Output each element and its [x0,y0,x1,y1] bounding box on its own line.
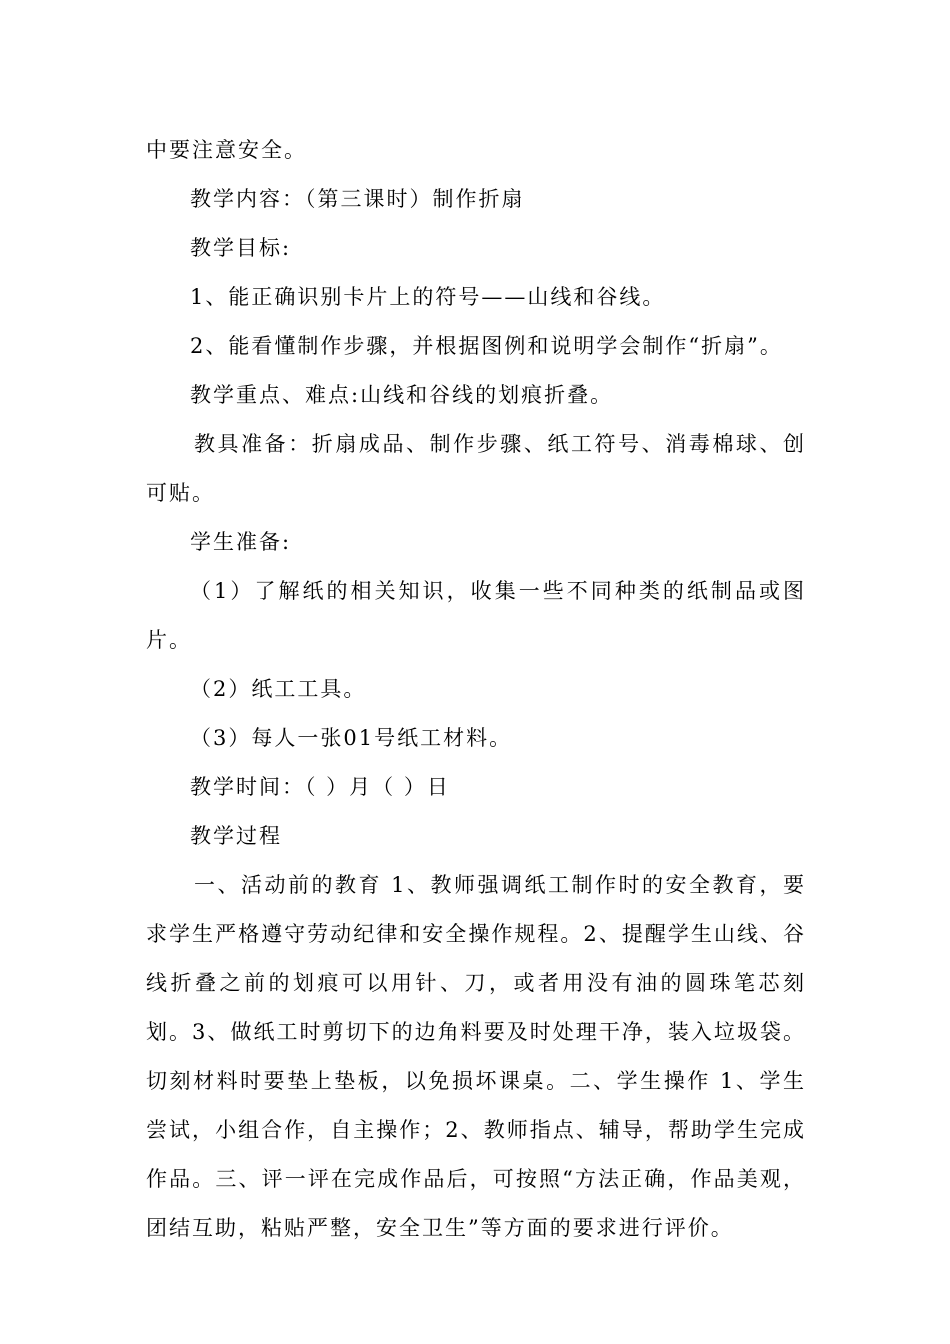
paragraph-student-prep-heading: 学生准备: [190,530,292,554]
document-body [146,126,806,1253]
paragraph-teaching-process-body: 一、活动前的教育 1、教师强调纸工制作时的安全教育，要求学生严格遵守劳动纪律和安全操作规程。2、提醒学生山线、谷线折叠之前的划痕可以用针、刀，或者用没有油的圆珠笔芯刻划。3、做纸工时剪切下的边角料要及时处理干净，装入垃圾袋。切刻材料时要垫上垫板，以免损坏课桌。二、学生操作 1、学生尝试，小组合作，自主操作；2、教师指点、辅导，帮助学生完成作品。三、评一评在完成作品后，可按照“方法正确，作品美观，团结互助，粘贴严整，安全卫生”等方面的要求进行评价。 [146,873,806,1240]
paragraph-teaching-time: 教学时间：（ ）月（ ）日 [190,775,450,799]
paragraph-teaching-goals-heading: 教学目标: [190,236,292,260]
paragraph-teaching-aids: 教具准备：折扇成品、制作步骤、纸工符号、消毒棉球、创可贴。 [146,432,806,505]
paragraph-student-prep-1: （1）了解纸的相关知识，收集一些不同种类的纸制品或图片。 [146,579,806,652]
paragraph-key-points: 教学重点、难点:山线和谷线的划痕折叠。 [190,383,614,407]
paragraph-goal-1: 1、能正确识别卡片上的符号——山线和谷线。 [190,285,666,309]
paragraph-teaching-process-heading: 教学过程 [190,824,282,848]
paragraph-student-prep-3: （3）每人一张01号纸工材料。 [190,726,513,750]
paragraph-continuation: 中要注意安全。 [146,138,307,162]
paragraph-teaching-content: 教学内容：（第三课时）制作折扇 [190,187,525,211]
paragraph-student-prep-2: （2）纸工工具。 [190,677,367,701]
paragraph-goal-2: 2、能看懂制作步骤，并根据图例和说明学会制作“折扇”。 [190,334,783,358]
